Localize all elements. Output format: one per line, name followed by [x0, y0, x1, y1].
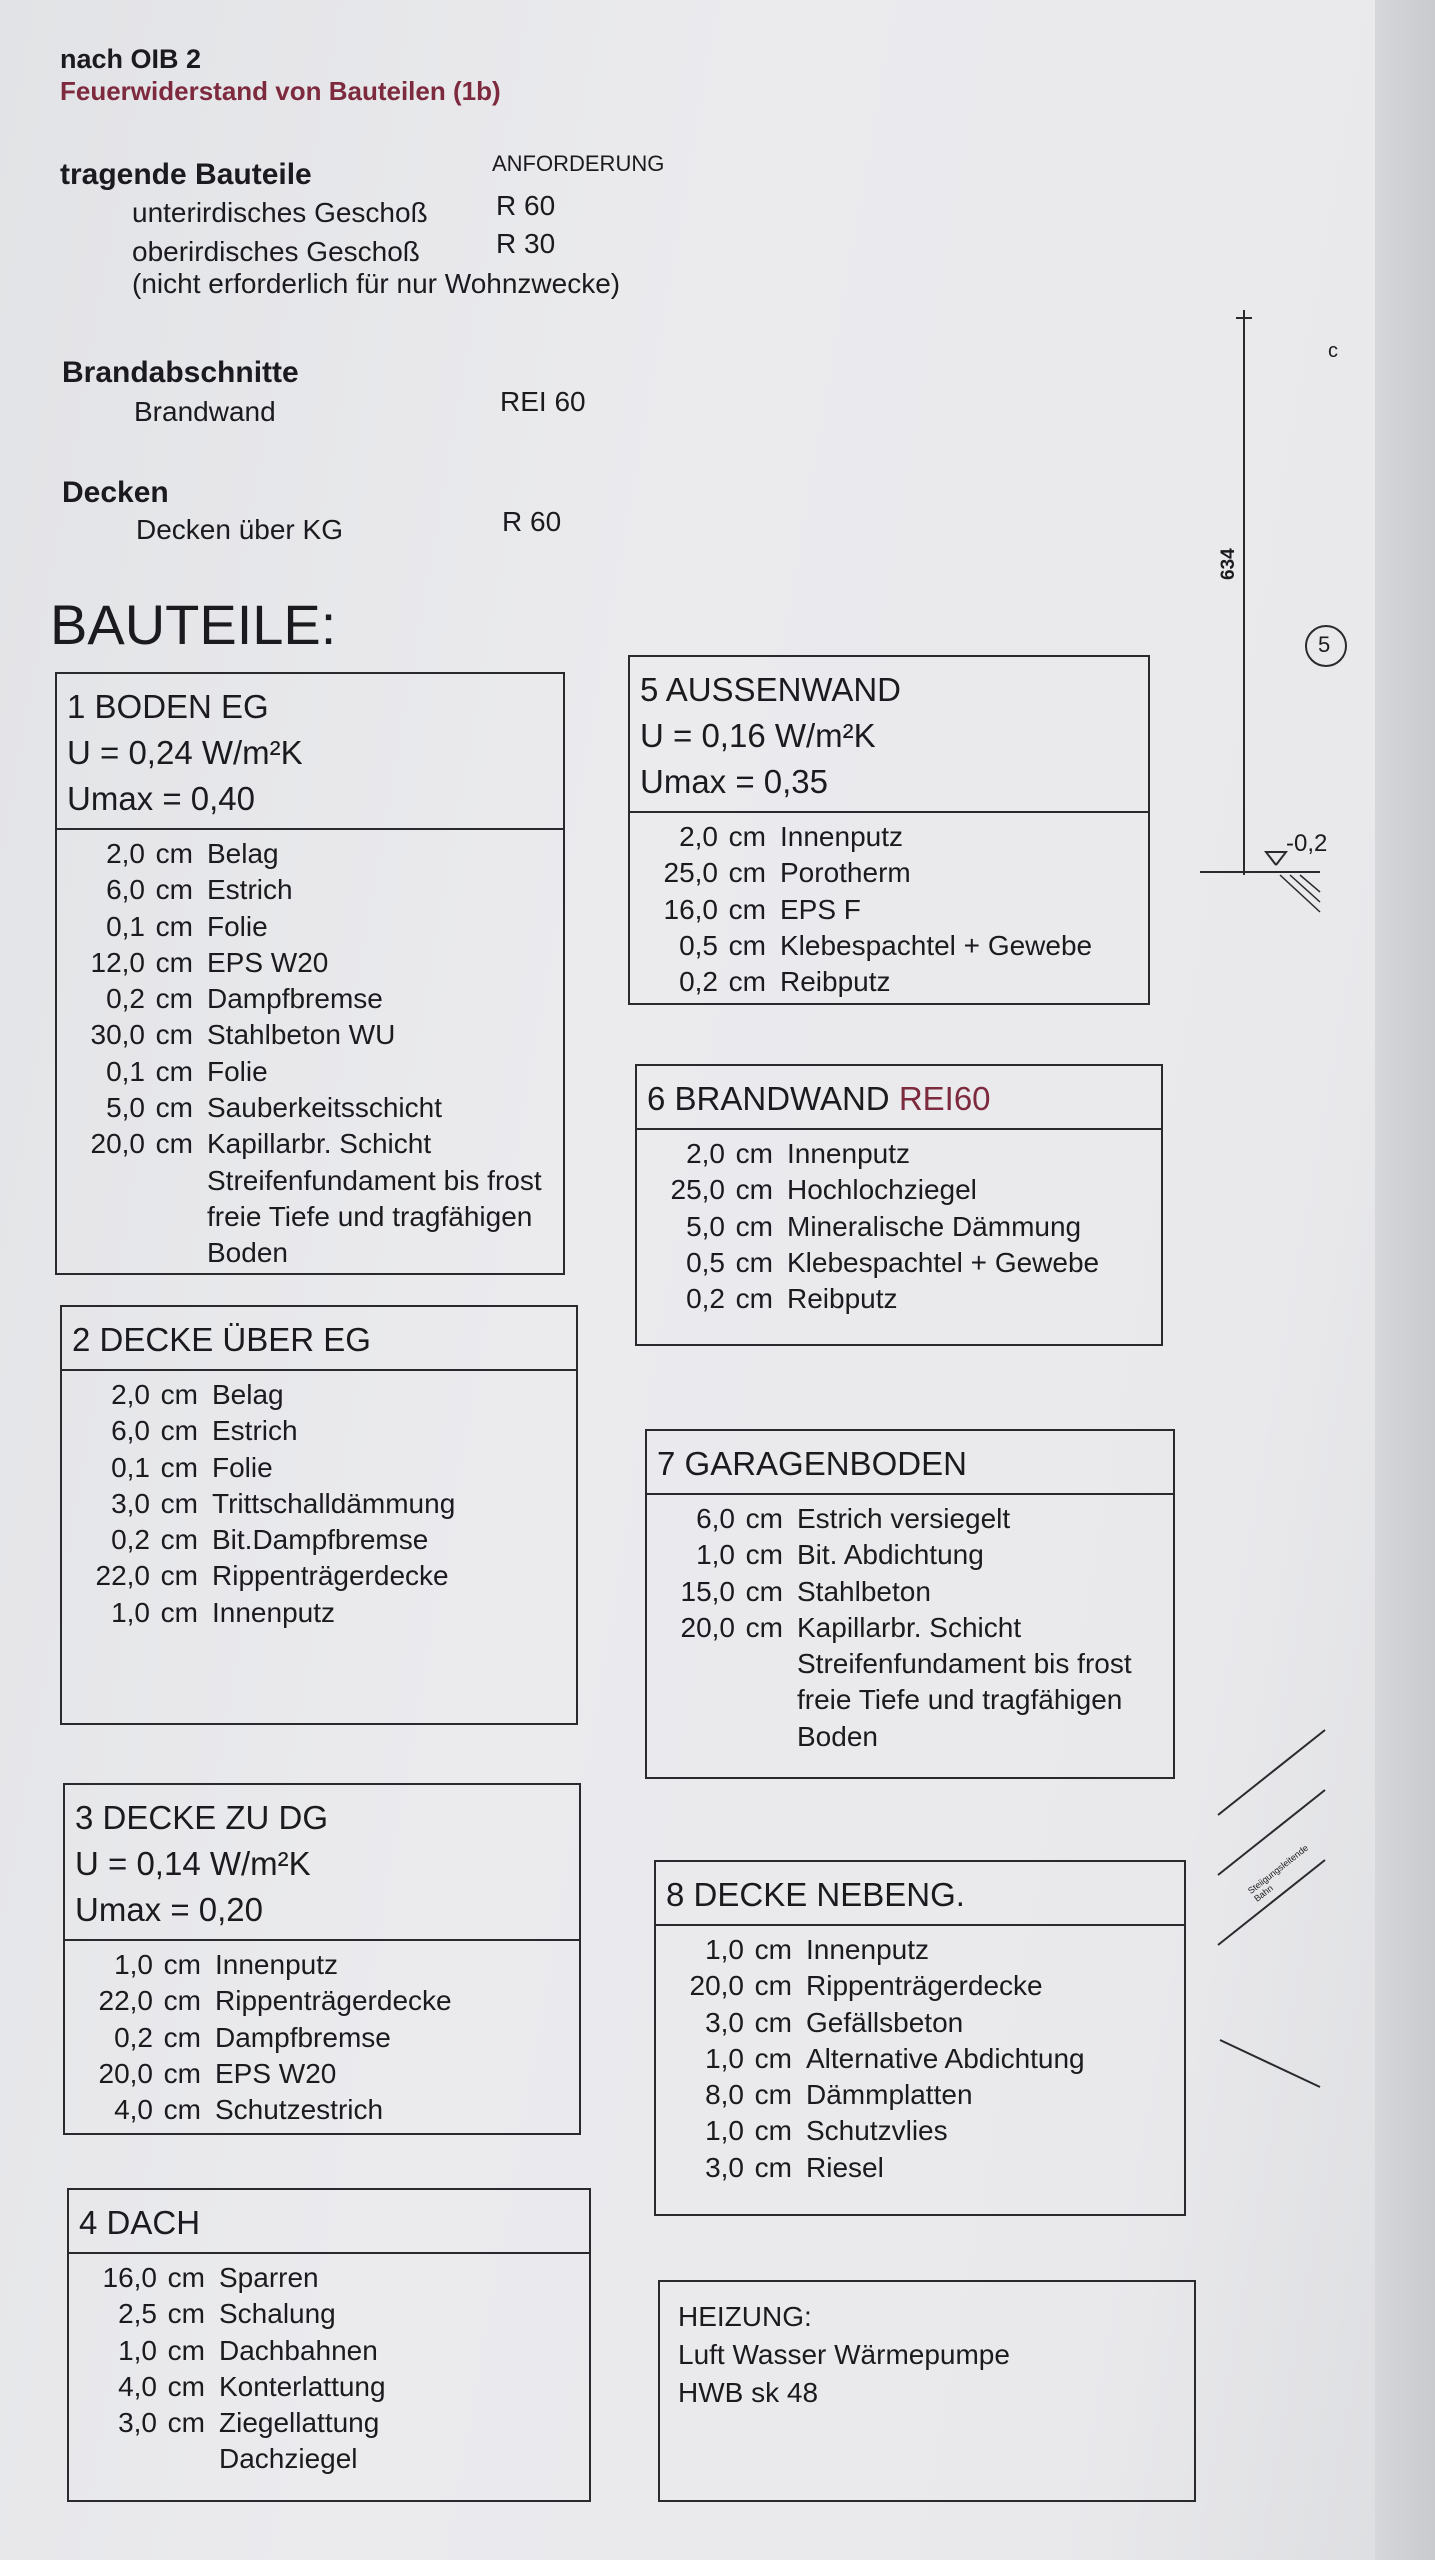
- layer-thickness: 2,0: [686, 1138, 725, 1169]
- layer-unit: cm: [735, 1246, 773, 1278]
- layer-material: Gefällsbeton: [806, 2006, 964, 2038]
- layer-row: [57, 1126, 563, 1162]
- layer-thickness: 3,0: [118, 2407, 157, 2439]
- requirement-column-label: ANFORDERUNG: [492, 151, 665, 176]
- header-oib: nach OIB 2: [60, 44, 202, 74]
- layer-unit: cm: [163, 2057, 201, 2089]
- layer-unit: cm: [754, 1934, 792, 1965]
- layer-row: [656, 2005, 1184, 2041]
- layer-unit: cm: [754, 2079, 792, 2111]
- hatch-line: [1280, 875, 1320, 912]
- component-header: [62, 1307, 576, 1371]
- layer-material: Klebespachtel + Gewebe: [780, 929, 1093, 961]
- component-title: 8 DECKE NEBENG.: [666, 1876, 965, 1913]
- layer-thickness: 1,0: [705, 2115, 744, 2147]
- component-title: 6 BRANDWAND: [647, 1080, 890, 1117]
- layer-material: Dämmplatten: [806, 2079, 973, 2111]
- layer-unit: cm: [155, 946, 193, 978]
- layer-row: [57, 981, 563, 1017]
- layer-material: Sauberkeitsschicht: [207, 1092, 443, 1124]
- component-title: 3 DECKE ZU DG: [75, 1799, 329, 1836]
- layer-unit: cm: [167, 2262, 205, 2293]
- layer-row: [62, 1450, 576, 1486]
- layer-unit: cm: [167, 2407, 205, 2439]
- layer-unit: cm: [155, 838, 193, 869]
- req-value-firewall: REI 60: [500, 386, 586, 417]
- layer-thickness: 8,0: [705, 2079, 744, 2111]
- layer-row: [647, 1501, 1173, 1537]
- layer-unit: cm: [735, 1138, 773, 1169]
- layer-unit: cm: [745, 1503, 783, 1534]
- layer-list: [62, 1371, 576, 1631]
- layer-row: [630, 892, 1148, 928]
- layer-material: Boden: [207, 1237, 288, 1269]
- layer-row: [65, 2056, 579, 2092]
- layer-unit: [735, 1719, 783, 1755]
- layer-unit: cm: [160, 1596, 198, 1628]
- layer-row: [57, 1199, 563, 1235]
- layer-unit: cm: [754, 1970, 792, 2002]
- component-title-wrap: [647, 1076, 1151, 1122]
- layer-unit: cm: [160, 1524, 198, 1556]
- layer-material: Dachziegel: [219, 2443, 358, 2475]
- layer-material: Stahlbeton WU: [207, 1019, 396, 1051]
- stair-lines-drawing: [1210, 1720, 1330, 2120]
- component-u-value: U = 0,16 W/m²K: [640, 717, 876, 754]
- layer-thickness: 25,0: [663, 857, 718, 889]
- req-value-underground: R 60: [496, 190, 556, 221]
- section-drawing: [1180, 300, 1380, 940]
- layer-thickness: 2,0: [106, 838, 145, 869]
- layer-material: Reibputz: [780, 966, 891, 998]
- layer-list: [656, 1926, 1184, 2186]
- layer-thickness: 20,0: [98, 2057, 153, 2089]
- layer-row: [656, 2041, 1184, 2077]
- layer-thickness: [69, 2441, 157, 2477]
- layer-unit: [735, 1682, 783, 1718]
- layer-thickness: 5,0: [106, 1092, 145, 1124]
- layer-row: [62, 1377, 576, 1413]
- layer-unit: cm: [735, 1283, 773, 1315]
- layer-list: [69, 2254, 589, 2478]
- layer-thickness: 1,0: [111, 1596, 150, 1628]
- layer-list: [57, 830, 563, 1272]
- component-umax: Umax = 0,20: [75, 1891, 264, 1928]
- layer-unit: cm: [155, 1092, 193, 1124]
- component-box-7: [645, 1429, 1175, 1779]
- layer-row: [69, 2333, 589, 2369]
- layer-thickness: 22,0: [98, 1985, 153, 2017]
- layer-material: Bit.Dampfbremse: [212, 1524, 429, 1556]
- layer-row: [57, 1235, 563, 1271]
- layer-row: [57, 1163, 563, 1199]
- layer-thickness: 15,0: [680, 1575, 735, 1607]
- layer-unit: cm: [728, 893, 766, 925]
- layer-row: [65, 2092, 579, 2128]
- layer-row: [647, 1719, 1173, 1755]
- layer-material: Innenputz: [215, 1949, 338, 1980]
- layer-thickness: 20,0: [689, 1970, 744, 2002]
- layer-material: Estrich: [207, 874, 293, 906]
- layer-thickness: 20,0: [680, 1611, 735, 1643]
- layer-row: [62, 1558, 576, 1594]
- layer-thickness: 20,0: [90, 1128, 145, 1160]
- group-title-ceilings: Decken: [62, 476, 169, 509]
- layer-material: Kapillarbr. Schicht: [207, 1128, 432, 1160]
- layer-row: [656, 2150, 1184, 2186]
- group-title-load-bearing: tragende Bauteile: [60, 158, 312, 191]
- layer-row: [647, 1574, 1173, 1610]
- layer-row: [637, 1172, 1161, 1208]
- layer-row: [69, 2441, 589, 2477]
- layer-unit: cm: [155, 1128, 193, 1160]
- component-header: [69, 2190, 589, 2254]
- header-fire-resistance: Feuerwiderstand von Bauteilen (1b): [60, 76, 501, 106]
- layer-material: Alternative Abdichtung: [806, 2042, 1085, 2074]
- layer-unit: cm: [160, 1451, 198, 1483]
- layer-thickness: 1,0: [696, 1539, 735, 1571]
- layer-material: Innenputz: [787, 1138, 910, 1169]
- component-box-8: [654, 1860, 1186, 2216]
- layer-row: [57, 945, 563, 981]
- layer-thickness: 6,0: [111, 1415, 150, 1447]
- layer-material: EPS W20: [207, 946, 329, 978]
- layer-material: Kapillarbr. Schicht: [797, 1611, 1022, 1643]
- component-box-6: [635, 1064, 1163, 1346]
- component-box-4: [67, 2188, 591, 2502]
- layer-material: Dampfbremse: [215, 2021, 391, 2053]
- layer-thickness: 0,1: [106, 1055, 145, 1087]
- layer-material: Innenputz: [780, 821, 903, 852]
- layer-material: Estrich versiegelt: [797, 1503, 1011, 1534]
- layer-material: Rippenträgerdecke: [806, 1970, 1043, 2002]
- layer-thickness: 2,5: [118, 2298, 157, 2330]
- layer-row: [65, 1947, 579, 1983]
- req-value-aboveground: R 30: [496, 228, 556, 259]
- layer-row: [647, 1682, 1173, 1718]
- layer-thickness: 3,0: [111, 1487, 150, 1519]
- layer-thickness: 0,2: [106, 983, 145, 1015]
- component-title: 1 BODEN EG: [67, 688, 269, 725]
- layer-row: [630, 928, 1148, 964]
- layer-unit: cm: [163, 1949, 201, 1980]
- layer-material: Estrich: [212, 1415, 298, 1447]
- dimension-value: 634: [1218, 548, 1239, 580]
- layer-material: Folie: [207, 1055, 268, 1087]
- layer-unit: cm: [754, 2042, 792, 2074]
- layer-thickness: [57, 1199, 145, 1235]
- layer-thickness: 0,2: [114, 2021, 153, 2053]
- layer-thickness: 1,0: [118, 2334, 157, 2366]
- component-u-value: U = 0,14 W/m²K: [75, 1845, 311, 1882]
- side-letter: c: [1328, 340, 1338, 362]
- layer-row: [647, 1610, 1173, 1646]
- layer-unit: cm: [155, 1055, 193, 1087]
- layer-row: [57, 836, 563, 872]
- layer-row: [637, 1245, 1161, 1281]
- layer-row: [62, 1522, 576, 1558]
- layer-row: [656, 2077, 1184, 2113]
- component-header: [65, 1785, 579, 1941]
- layer-material: Sparren: [219, 2262, 319, 2293]
- layer-material: Schalung: [219, 2298, 336, 2330]
- layer-material: Porotherm: [780, 857, 911, 889]
- layer-material: EPS W20: [215, 2057, 337, 2089]
- req-label-aboveground: oberirdisches Geschoß: [132, 236, 420, 267]
- layer-unit: cm: [745, 1539, 783, 1571]
- layer-row: [647, 1646, 1173, 1682]
- layer-thickness: 2,0: [111, 1379, 150, 1410]
- layer-unit: cm: [728, 929, 766, 961]
- layer-thickness: 16,0: [102, 2262, 157, 2293]
- req-label-ceiling-kg: Decken über KG: [136, 514, 343, 545]
- layer-thickness: 6,0: [696, 1503, 735, 1534]
- layer-unit: cm: [163, 2021, 201, 2053]
- layer-row: [57, 1054, 563, 1090]
- layer-unit: cm: [167, 2370, 205, 2402]
- level-marker-icon: [1266, 852, 1286, 865]
- layer-unit: [145, 1163, 193, 1199]
- layer-row: [656, 1968, 1184, 2004]
- layer-unit: cm: [754, 2151, 792, 2183]
- heating-box: [658, 2280, 1196, 2502]
- layer-list: [647, 1495, 1173, 1755]
- component-title: 7 GARAGENBODEN: [657, 1445, 967, 1482]
- hatch-line: [1300, 875, 1320, 892]
- layer-unit: cm: [754, 2006, 792, 2038]
- level-value: -0,2: [1286, 830, 1328, 857]
- layer-thickness: 4,0: [118, 2370, 157, 2402]
- layer-material: Stahlbeton: [797, 1575, 931, 1607]
- sheet-edge: [1375, 0, 1435, 2560]
- layer-unit: cm: [163, 1985, 201, 2017]
- layer-thickness: 12,0: [90, 946, 145, 978]
- layer-row: [62, 1595, 576, 1631]
- layer-row: [69, 2296, 589, 2332]
- layer-row: [57, 1017, 563, 1053]
- layer-material: Innenputz: [212, 1596, 335, 1628]
- layer-row: [62, 1413, 576, 1449]
- layer-thickness: [57, 1235, 145, 1271]
- layer-material: Klebespachtel + Gewebe: [787, 1246, 1100, 1278]
- component-umax: Umax = 0,35: [640, 763, 829, 800]
- layer-material: freie Tiefe und tragfähigen: [797, 1684, 1123, 1716]
- layer-unit: cm: [155, 874, 193, 906]
- component-box-5: [628, 655, 1150, 1005]
- layer-thickness: 5,0: [686, 1210, 725, 1242]
- layer-unit: cm: [160, 1379, 198, 1410]
- stair-line: [1220, 2040, 1320, 2087]
- layer-row: [65, 2020, 579, 2056]
- layer-thickness: 0,5: [679, 929, 718, 961]
- layer-unit: cm: [160, 1560, 198, 1592]
- layer-material: freie Tiefe und tragfähigen: [207, 1200, 533, 1232]
- layer-material: Rippenträgerdecke: [212, 1560, 449, 1592]
- detail-marker-number: 5: [1318, 632, 1331, 657]
- layer-thickness: 4,0: [114, 2094, 153, 2126]
- layer-thickness: 6,0: [106, 874, 145, 906]
- layer-row: [630, 855, 1148, 891]
- layer-list: [630, 813, 1148, 1000]
- layer-unit: cm: [163, 2094, 201, 2126]
- layer-material: Folie: [207, 910, 268, 942]
- group-title-fire-sections: Brandabschnitte: [62, 356, 299, 389]
- layer-unit: [145, 1199, 193, 1235]
- layer-material: Rippenträgerdecke: [215, 1985, 452, 2017]
- layer-row: [65, 1983, 579, 2019]
- layer-row: [57, 872, 563, 908]
- component-title: 4 DACH: [79, 2204, 201, 2241]
- layer-material: Trittschalldämmung: [212, 1487, 456, 1519]
- layer-unit: cm: [167, 2298, 205, 2330]
- layer-unit: cm: [728, 966, 766, 998]
- layer-thickness: 30,0: [90, 1019, 145, 1051]
- component-box-3: [63, 1783, 581, 2135]
- layer-row: [69, 2405, 589, 2441]
- layer-unit: cm: [155, 910, 193, 942]
- layer-unit: cm: [735, 1210, 773, 1242]
- layer-unit: cm: [745, 1575, 783, 1607]
- layer-thickness: [57, 1163, 145, 1199]
- layer-material: Ziegellattung: [219, 2407, 380, 2439]
- layer-unit: cm: [728, 821, 766, 852]
- layer-unit: cm: [155, 1019, 193, 1051]
- layer-material: Folie: [212, 1451, 273, 1483]
- component-header: [637, 1066, 1161, 1130]
- layer-row: [637, 1136, 1161, 1172]
- layer-thickness: [647, 1719, 735, 1755]
- layer-material: EPS F: [780, 893, 861, 925]
- component-title: 5 AUSSENWAND: [640, 671, 902, 708]
- layer-thickness: 25,0: [670, 1174, 725, 1206]
- layer-unit: cm: [160, 1487, 198, 1519]
- layer-thickness: 0,1: [111, 1451, 150, 1483]
- layer-material: Reibputz: [787, 1283, 898, 1315]
- layer-row: [656, 2113, 1184, 2149]
- component-box-2: [60, 1305, 578, 1725]
- req-label-firewall: Brandwand: [134, 396, 276, 427]
- layer-material: Mineralische Dämmung: [787, 1210, 1082, 1242]
- component-title: 2 DECKE ÜBER EG: [72, 1321, 371, 1358]
- layer-thickness: [647, 1682, 735, 1718]
- layer-thickness: 1,0: [705, 1934, 744, 1965]
- layer-material: Streifenfundament bis frost: [797, 1648, 1132, 1680]
- req-value-ceiling-kg: R 60: [502, 506, 562, 537]
- layer-material: Schutzestrich: [215, 2094, 384, 2126]
- layer-row: [69, 2369, 589, 2405]
- component-fire-rating: REI60: [898, 1080, 991, 1117]
- layer-row: [57, 909, 563, 945]
- heating-title: HEIZUNG:: [678, 2301, 812, 2332]
- req-note-residential: (nicht erforderlich für nur Wohnzwecke): [132, 268, 621, 299]
- layer-thickness: 2,0: [679, 821, 718, 852]
- layer-material: Riesel: [806, 2151, 884, 2183]
- layer-list: [637, 1130, 1161, 1317]
- layer-thickness: 0,2: [686, 1283, 725, 1315]
- layer-unit: cm: [728, 857, 766, 889]
- component-header: [647, 1431, 1173, 1495]
- layer-material: Belag: [207, 838, 279, 869]
- layer-unit: cm: [745, 1611, 783, 1643]
- layer-material: Innenputz: [806, 1934, 929, 1965]
- layer-thickness: [647, 1646, 735, 1682]
- layer-material: Konterlattung: [219, 2370, 386, 2402]
- layer-material: Belag: [212, 1379, 284, 1410]
- layer-material: Streifenfundament bis frost: [207, 1164, 542, 1196]
- layer-thickness: 0,1: [106, 910, 145, 942]
- component-header: [630, 657, 1148, 813]
- layer-unit: [735, 1646, 783, 1682]
- layer-unit: cm: [155, 983, 193, 1015]
- layer-row: [656, 1932, 1184, 1968]
- layer-thickness: 0,5: [686, 1246, 725, 1278]
- layer-unit: [157, 2441, 205, 2477]
- layer-row: [637, 1281, 1161, 1317]
- layer-unit: cm: [167, 2334, 205, 2366]
- layer-row: [637, 1209, 1161, 1245]
- layer-thickness: 1,0: [114, 1949, 153, 1980]
- layer-unit: [145, 1235, 193, 1271]
- req-label-underground: unterirdisches Geschoß: [132, 197, 428, 228]
- layer-unit: cm: [160, 1415, 198, 1447]
- layer-material: Bit. Abdichtung: [797, 1539, 984, 1571]
- component-umax: Umax = 0,40: [67, 780, 256, 817]
- layer-thickness: 0,2: [111, 1524, 150, 1556]
- layer-material: Dampfbremse: [207, 983, 383, 1015]
- layer-thickness: 16,0: [663, 893, 718, 925]
- layer-material: Schutzvlies: [806, 2115, 948, 2147]
- layer-unit: cm: [754, 2115, 792, 2147]
- layer-thickness: 22,0: [95, 1560, 150, 1592]
- section-title-components: BAUTEILE:: [50, 593, 337, 656]
- layer-row: [69, 2260, 589, 2296]
- layer-material: Dachbahnen: [219, 2334, 378, 2366]
- heating-type: Luft Wasser Wärmepumpe: [678, 2339, 1010, 2370]
- layer-row: [647, 1537, 1173, 1573]
- component-u-value: U = 0,24 W/m²K: [67, 734, 303, 771]
- component-box-1: [55, 672, 565, 1275]
- layer-list: [65, 1941, 579, 2128]
- layer-row: [62, 1486, 576, 1522]
- layer-row: [630, 819, 1148, 855]
- layer-thickness: 3,0: [705, 2151, 744, 2183]
- component-header: [656, 1862, 1184, 1926]
- layer-material: Hochlochziegel: [787, 1174, 977, 1206]
- layer-material: Boden: [797, 1720, 878, 1752]
- layer-thickness: 0,2: [679, 966, 718, 998]
- layer-row: [630, 964, 1148, 1000]
- component-header: [57, 674, 563, 830]
- layer-unit: cm: [735, 1174, 773, 1206]
- layer-thickness: 1,0: [705, 2042, 744, 2074]
- layer-thickness: 3,0: [705, 2006, 744, 2038]
- layer-row: [57, 1090, 563, 1126]
- heating-hwb: HWB sk 48: [678, 2377, 819, 2408]
- stair-label: Steiigungsleitende Bahn: [1246, 1842, 1311, 1904]
